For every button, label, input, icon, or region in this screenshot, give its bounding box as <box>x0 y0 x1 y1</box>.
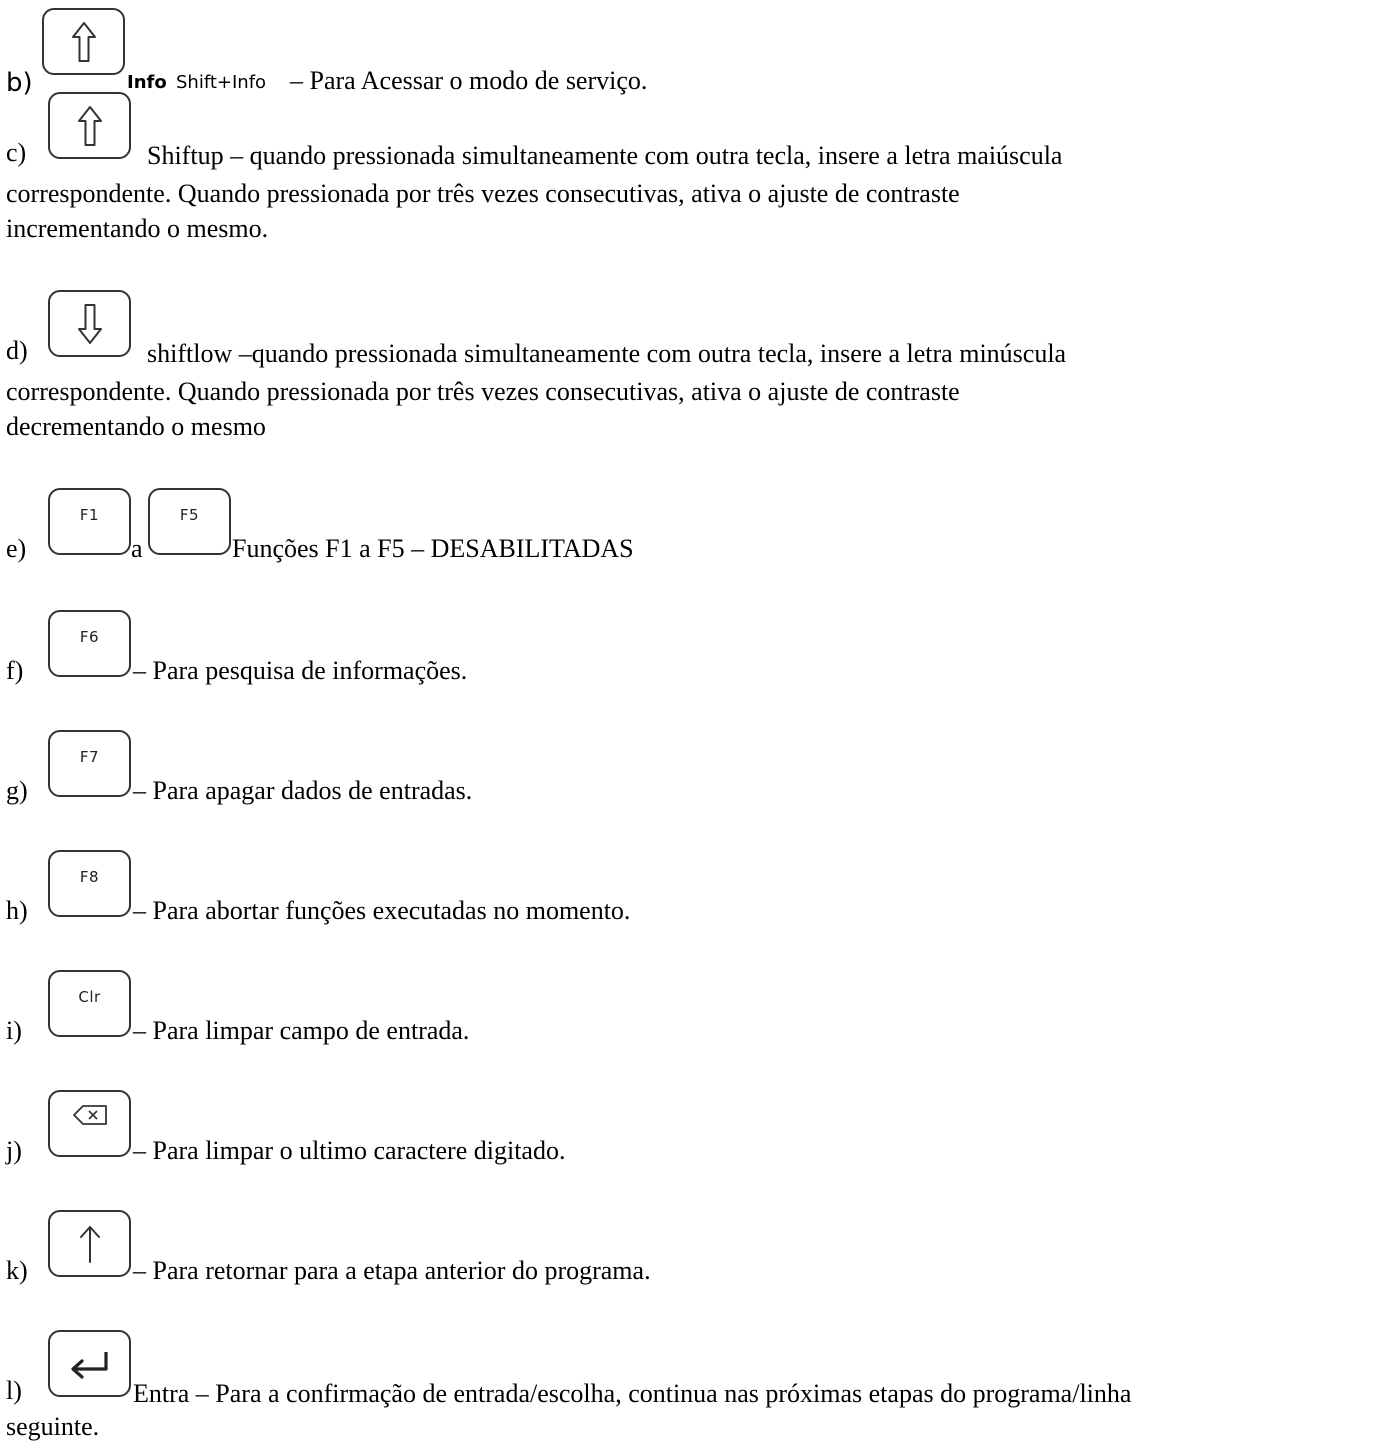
item-d-line3: decrementando o mesmo <box>6 412 266 441</box>
shift-up-arrow-icon <box>71 21 97 63</box>
item-e-letter: e) <box>6 534 27 563</box>
item-b-description: – Para Acessar o modo de serviço. <box>290 66 648 95</box>
f6-key-label: F6 <box>79 627 100 646</box>
item-l-line2: seguinte. <box>6 1412 100 1441</box>
item-d-line2: correspondente. Quando pressionada por três vezes consecutivas, ativa o ajuste de contraste <box>6 377 960 406</box>
item-h-description: – Para abortar funções executadas no momento. <box>133 896 631 925</box>
f1-key-label: F1 <box>79 505 100 524</box>
item-d-line1: shiftlow –quando pressionada simultaneamente com outra tecla, insere a letra minúscula <box>147 339 1067 368</box>
item-e-description: Funções F1 a F5 – DESABILITADAS <box>232 534 634 563</box>
f5-key <box>148 488 231 555</box>
shift-key <box>42 8 125 75</box>
clr-key-label: Clr <box>78 987 101 1006</box>
item-k-letter: k) <box>6 1256 28 1285</box>
shift-info-combo: Shift+Info <box>176 72 267 93</box>
backspace-icon <box>73 1105 107 1125</box>
item-i-letter: i) <box>6 1016 22 1045</box>
item-j-letter: j) <box>6 1136 22 1165</box>
f8-key-label: F8 <box>79 867 100 886</box>
item-e-between: a <box>131 534 143 563</box>
backspace-key <box>48 1090 131 1157</box>
f8-key <box>48 850 131 917</box>
item-l-line1: Entra – Para a confirmação de entrada/escolha, continua nas próximas etapas do programa/linha <box>133 1379 1132 1408</box>
f5-key-label: F5 <box>179 505 200 524</box>
item-k-description: – Para retornar para a etapa anterior do programa. <box>133 1256 651 1285</box>
item-c-line3: incrementando o mesmo. <box>6 214 269 243</box>
item-b-letter: b) <box>6 68 33 98</box>
back-key <box>48 1210 131 1277</box>
item-l-letter: l) <box>6 1376 22 1405</box>
item-j-description: – Para limpar o ultimo caractere digitado. <box>133 1136 566 1165</box>
up-arrow-icon <box>79 1224 101 1264</box>
f7-key <box>48 730 131 797</box>
f1-key <box>48 488 131 555</box>
f7-key-label: F7 <box>79 747 100 766</box>
item-g-description: – Para apagar dados de entradas. <box>133 776 473 805</box>
item-c-line1: Shiftup – quando pressionada simultaneamente com outra tecla, insere a letra maiúscula <box>147 141 1063 170</box>
item-f-description: – Para pesquisa de informações. <box>133 656 468 685</box>
enter-icon <box>68 1349 112 1379</box>
item-d-letter: d) <box>6 336 28 365</box>
f6-key <box>48 610 131 677</box>
item-f-letter: f) <box>6 656 24 685</box>
item-c-letter: c) <box>6 138 27 167</box>
item-h-letter: h) <box>6 896 28 925</box>
item-g-letter: g) <box>6 776 28 805</box>
item-i-description: – Para limpar campo de entrada. <box>133 1016 470 1045</box>
clr-key <box>48 970 131 1037</box>
item-c-line2: correspondente. Quando pressionada por três vezes consecutivas, ativa o ajuste de contraste <box>6 179 960 208</box>
info-label: Info <box>127 72 167 93</box>
